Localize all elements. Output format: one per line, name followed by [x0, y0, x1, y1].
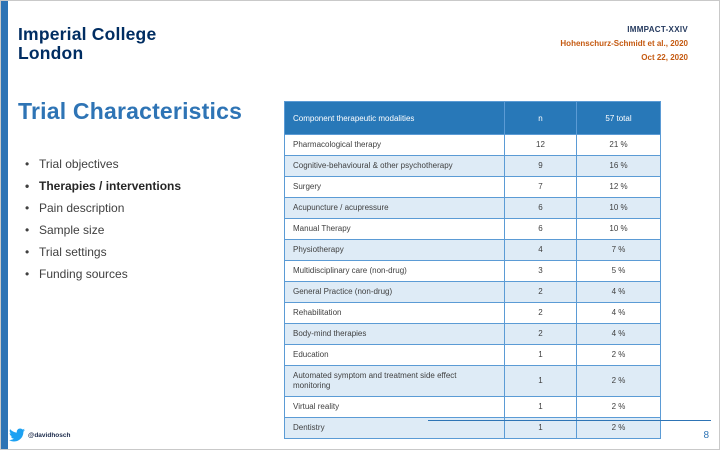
table-row: [285, 198, 661, 219]
pct-cell: 10 %: [577, 198, 661, 219]
modality-cell: Manual Therapy: [285, 219, 505, 240]
n-cell: 3: [505, 261, 577, 282]
left-accent-bar: [1, 1, 8, 449]
pct-cell: 7 %: [577, 240, 661, 261]
bullet-item: • Trial settings: [23, 245, 268, 259]
bullet-item: • Therapies / interventions: [23, 179, 268, 193]
slide-title: Trial Characteristics: [18, 98, 243, 124]
header-n: n: [505, 102, 577, 135]
logo-line-1: Imperial College: [18, 24, 157, 44]
page-number: 8: [703, 430, 709, 441]
header-total: 57 total: [577, 102, 661, 135]
pct-cell: 2 %: [577, 397, 661, 418]
table-row: [285, 366, 661, 397]
modality-cell: Rehabilitation: [285, 303, 505, 324]
study-name: IMMPACT-XXIV: [627, 25, 688, 34]
n-cell: 12: [505, 135, 577, 156]
pct-cell: 2 %: [577, 345, 661, 366]
n-cell: 4: [505, 240, 577, 261]
bullet-item: • Pain description: [23, 201, 268, 215]
pct-cell: 4 %: [577, 282, 661, 303]
modality-cell: Surgery: [285, 177, 505, 198]
pct-cell: 2 %: [577, 366, 661, 397]
table-row: [285, 219, 661, 240]
logo-line-2: London: [18, 42, 84, 63]
table-row: [285, 397, 661, 418]
table-row: [285, 156, 661, 177]
modality-cell: Virtual reality: [285, 397, 505, 418]
modality-cell: Automated symptom and treatment side effect monitoring: [285, 366, 505, 397]
bullet-item: • Funding sources: [23, 267, 268, 281]
imperial-college-logo: [18, 25, 156, 63]
modality-cell: Body-mind therapies: [285, 324, 505, 345]
pct-cell: 12 %: [577, 177, 661, 198]
n-cell: 2: [505, 324, 577, 345]
pct-cell: 10 %: [577, 219, 661, 240]
modalities-table-body: [285, 135, 661, 439]
n-cell: 2: [505, 303, 577, 324]
table-row: [285, 135, 661, 156]
n-cell: 1: [505, 345, 577, 366]
pct-cell: 4 %: [577, 303, 661, 324]
n-cell: 6: [505, 198, 577, 219]
modality-cell: Cognitive-behavioural & other psychotherapy: [285, 156, 505, 177]
modality-cell: General Practice (non-drug): [285, 282, 505, 303]
pct-cell: 5 %: [577, 261, 661, 282]
table-row: [285, 240, 661, 261]
table-row: [285, 324, 661, 345]
bullet-item: • Trial objectives: [23, 157, 268, 171]
bullet-list: [23, 157, 268, 289]
citation-date: Oct 22, 2020: [641, 53, 688, 62]
modality-cell: Dentistry: [285, 418, 505, 439]
table-row: [285, 345, 661, 366]
table-row: [285, 261, 661, 282]
citation-block: [560, 23, 688, 65]
n-cell: 7: [505, 177, 577, 198]
table-row: [285, 282, 661, 303]
n-cell: 1: [505, 397, 577, 418]
pct-cell: 21 %: [577, 135, 661, 156]
table-row: [285, 177, 661, 198]
pct-cell: 2 %: [577, 418, 661, 439]
n-cell: 2: [505, 282, 577, 303]
modalities-table: [284, 101, 661, 439]
footer-divider-line: [428, 420, 711, 421]
modality-cell: Education: [285, 345, 505, 366]
modality-cell: Physiotherapy: [285, 240, 505, 261]
twitter-handle: @davidhosch: [28, 432, 71, 439]
n-cell: 1: [505, 366, 577, 397]
modality-cell: Multidisciplinary care (non-drug): [285, 261, 505, 282]
header-modalities: Component therapeutic modalities: [285, 102, 505, 135]
pct-cell: 4 %: [577, 324, 661, 345]
bullet-item: • Sample size: [23, 223, 268, 237]
n-cell: 9: [505, 156, 577, 177]
citation-authors: Hohenschurz-Schmidt et al., 2020: [560, 39, 688, 48]
pct-cell: 16 %: [577, 156, 661, 177]
table-row: [285, 303, 661, 324]
modality-cell: Pharmacological therapy: [285, 135, 505, 156]
twitter-bird-icon: [9, 427, 25, 443]
n-cell: 1: [505, 418, 577, 439]
table-header-row: [285, 102, 661, 135]
modality-cell: Acupuncture / acupressure: [285, 198, 505, 219]
n-cell: 6: [505, 219, 577, 240]
